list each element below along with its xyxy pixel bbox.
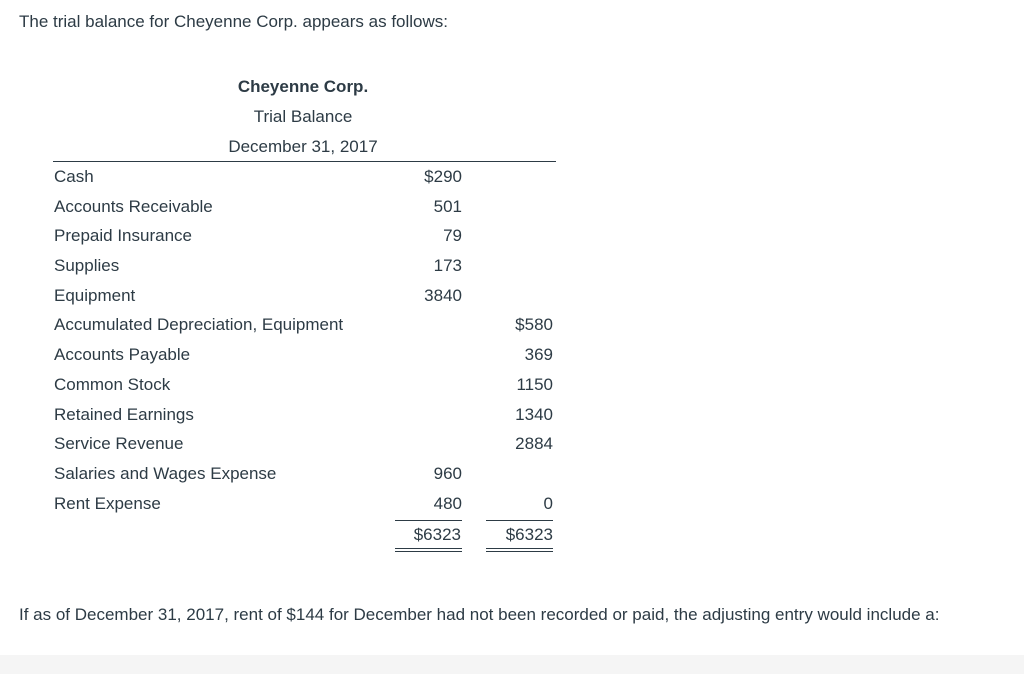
table-row	[54, 193, 556, 223]
table-row	[54, 460, 556, 490]
table-row	[54, 490, 556, 520]
statement-title: Trial Balance	[253, 107, 353, 126]
account-name: Cash	[54, 167, 94, 186]
trial-balance-rows	[54, 163, 556, 519]
table-row	[54, 311, 556, 341]
debit-double-rule-bottom	[395, 551, 462, 552]
credit-subtotal-rule	[486, 520, 553, 521]
credit-amount: $580	[515, 315, 553, 335]
statement-date: December 31, 2017	[228, 137, 378, 156]
header-rule	[53, 161, 556, 162]
table-row	[54, 222, 556, 252]
account-name: Accounts Receivable	[54, 196, 213, 216]
company-name: Cheyenne Corp.	[237, 77, 369, 96]
table-row	[54, 252, 556, 282]
credit-amount: 0	[543, 493, 553, 513]
credit-amount: 1340	[515, 404, 553, 424]
table-row	[54, 401, 556, 431]
account-name: Accounts Payable	[54, 345, 191, 365]
account-name: Accumulated Depreciation, Equipment	[54, 315, 344, 335]
credit-amount: 1150	[516, 374, 553, 394]
credit-double-rule-top	[486, 548, 553, 549]
debit-subtotal-rule	[395, 520, 462, 521]
table-row	[54, 341, 556, 371]
account-name: Common Stock	[54, 374, 171, 394]
debit-total: $6323	[413, 525, 461, 544]
table-row	[54, 282, 556, 312]
table-row	[54, 430, 556, 460]
question-text: If as of December 31, 2017, rent of $144 for December had not been recorded or paid, the adjusting entry would include a:	[19, 605, 940, 624]
debit-amount: 79	[443, 226, 462, 246]
credit-amount: 369	[524, 345, 553, 365]
credit-total: $6323	[505, 525, 553, 544]
account-name: Equipment	[54, 285, 136, 305]
account-name: Rent Expense	[54, 493, 161, 513]
account-name: Retained Earnings	[54, 404, 194, 424]
debit-amount: 173	[433, 256, 462, 276]
account-name: Salaries and Wages Expense	[54, 463, 277, 483]
account-name: Prepaid Insurance	[54, 226, 192, 246]
debit-amount: 960	[433, 463, 462, 483]
debit-amount: $290	[424, 167, 462, 186]
debit-amount: 3840	[424, 285, 462, 305]
credit-amount: 2884	[515, 434, 553, 454]
account-name: Supplies	[54, 256, 120, 276]
debit-amount: 480	[433, 493, 462, 513]
intro-text: The trial balance for Cheyenne Corp. appears as follows:	[19, 12, 449, 31]
bottom-band	[0, 655, 1024, 674]
table-row	[54, 371, 556, 401]
debit-amount: 501	[433, 196, 462, 216]
debit-double-rule-top	[395, 548, 462, 549]
table-row	[54, 163, 556, 193]
credit-double-rule-bottom	[486, 551, 553, 552]
account-name: Service Revenue	[54, 434, 184, 454]
